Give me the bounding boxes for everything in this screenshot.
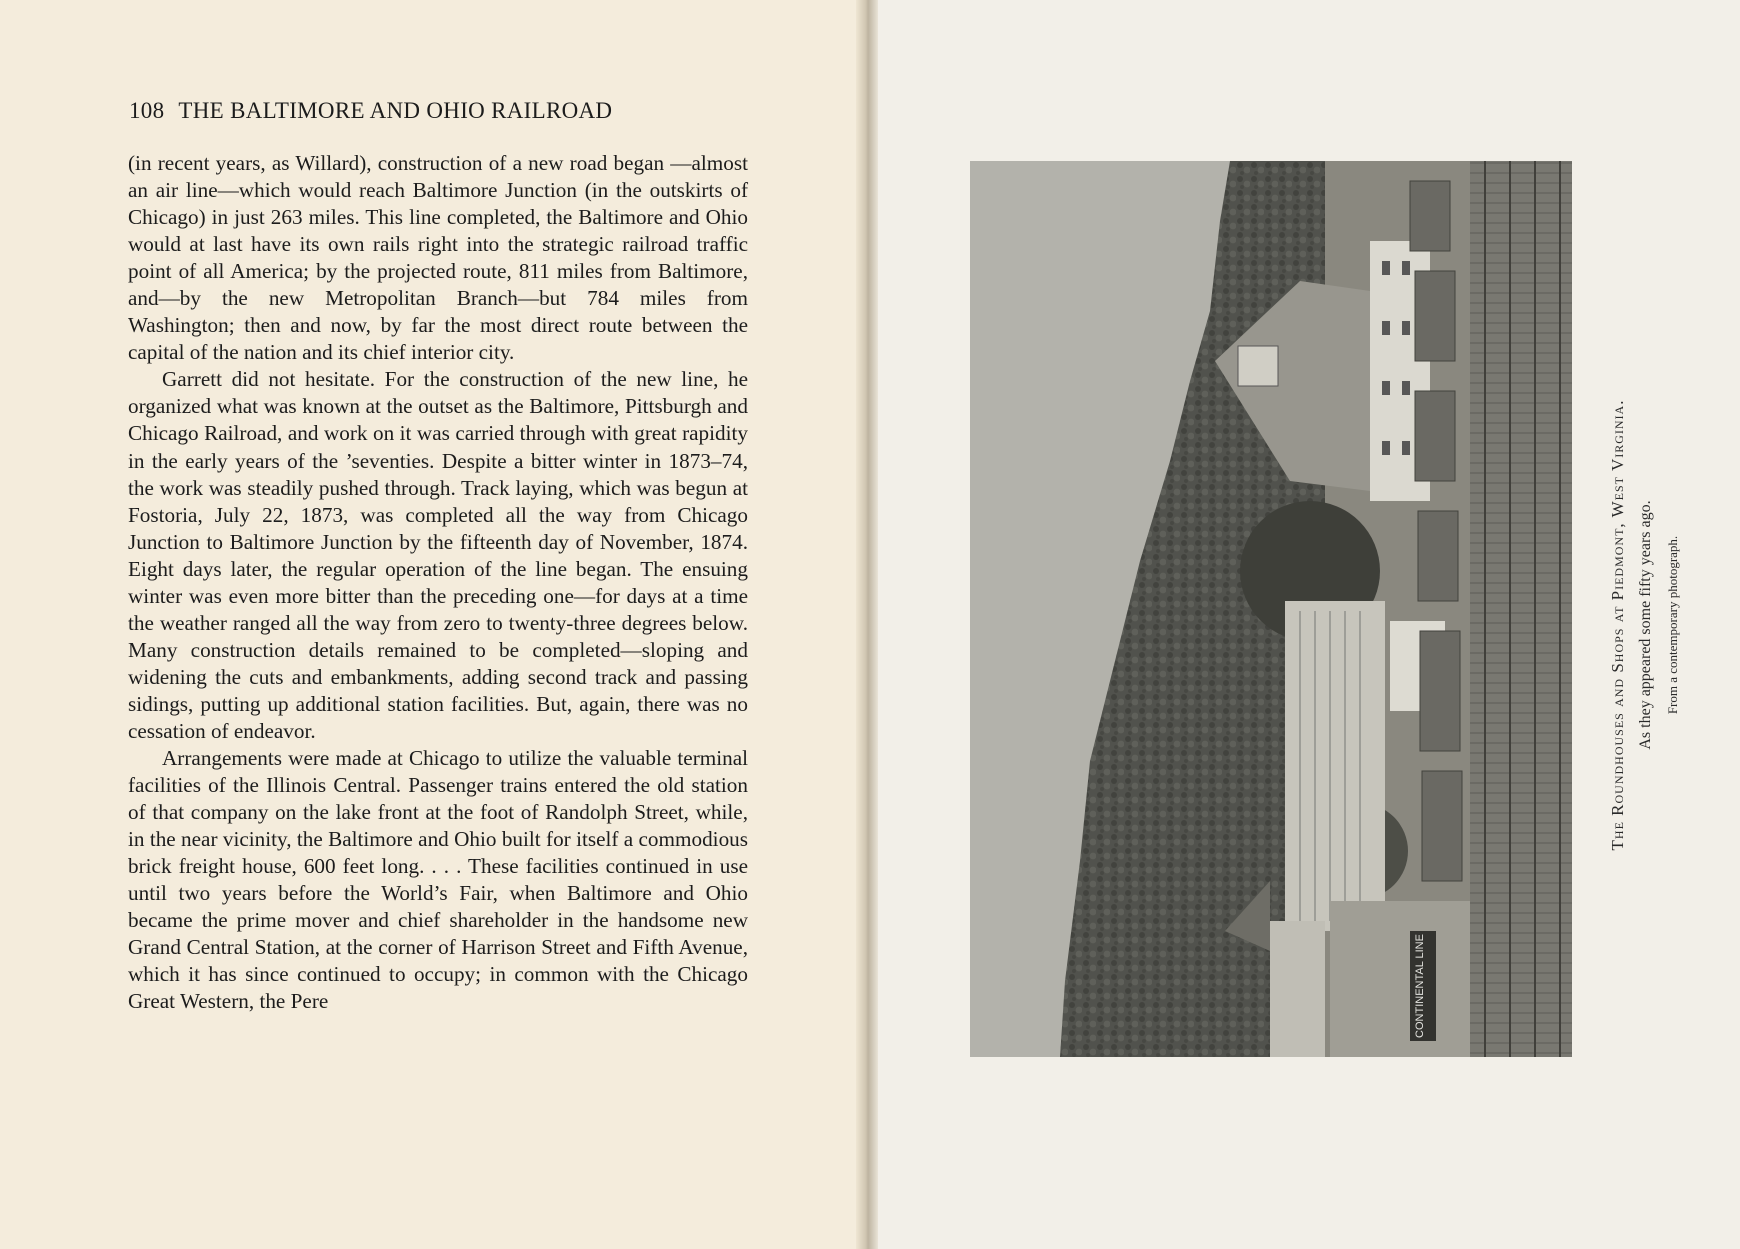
caption-subtitle: As they appeared some fifty years ago. bbox=[1637, 499, 1654, 750]
book-gutter bbox=[856, 0, 878, 1249]
roundhouse-photograph bbox=[970, 161, 1572, 1057]
page-number: 108 bbox=[129, 98, 165, 123]
caption-credit-column bbox=[1658, 0, 1688, 1249]
running-title: THE BALTIMORE AND OHIO RAILROAD bbox=[178, 98, 613, 123]
paragraph: Arrangements were made at Chicago to utilize the valuable terminal facilities of the Illinois Central. Passenger trains entered the old station of that company on the lake front at the foot of Randolph Street, while, in the near vicinity, the Baltimore and Ohio built for itself a commodious brick freight house, 600 feet long. . . . These facilities continued in use until two years before the World’s Fair, when Baltimore and Ohio became the prime mover and chief shareholder in the handsome new Grand Central Station, at the corner of Harrison Street and Fifth Avenue, which it has since continued to occupy; in common with the Chicago Great Western, the Pere bbox=[128, 746, 748, 1014]
sign-text: CONTINENTAL LINE bbox=[1414, 934, 1426, 1038]
body-text bbox=[128, 150, 748, 1016]
caption-title: The Roundhouses and Shops at Piedmont, West Virginia. bbox=[1608, 399, 1627, 850]
running-head bbox=[129, 98, 612, 124]
paragraph: Garrett did not hesitate. For the construction of the new line, he organized what was known at the outset as the Baltimore, Pittsburgh and Chicago Railroad, and work on it was carried through with great rapidity in the early years of the ’seventies. Despite a bitter winter in 1873–74, the work was steadily pushed through. Track laying, which was begun at Fostoria, July 22, 1873, was completed all the way from Chicago Junction to Baltimore Junction by the fifteenth day of November, 1874. Eight days later, the regular operation of the line began. The ensuing winter was even more bitter than the preceding one—for days at a time the weather ranged all the way from zero to twenty-three degrees below. Many construction details remained to be completed—sloping and widening the cuts and embankments, adding second track and passing sidings, putting up additional station facilities. But, again, there was no cessation of endeavor. bbox=[128, 367, 748, 743]
caption-subtitle-column bbox=[1631, 0, 1661, 1249]
left-page bbox=[0, 0, 868, 1249]
photograph-plate bbox=[970, 161, 1572, 1057]
paragraph: (in recent years, as Willard), construction of a new road began —almost an air line—which would reach Baltimore Junction (in the outskirts of Chicago) in just 263 miles. This line completed, the Baltimore and Ohio would at last have its own rails right into the strategic railroad traffic point of all America; by the projected route, 811 miles from Baltimore, and—by the new Metropolitan Branch—but 784 miles from Washington; then and now, by far the most direct route between the capital of the nation and its chief interior city. bbox=[128, 151, 748, 365]
caption-credit: From a contemporary photograph. bbox=[1665, 535, 1680, 714]
caption-title-column bbox=[1603, 0, 1633, 1249]
